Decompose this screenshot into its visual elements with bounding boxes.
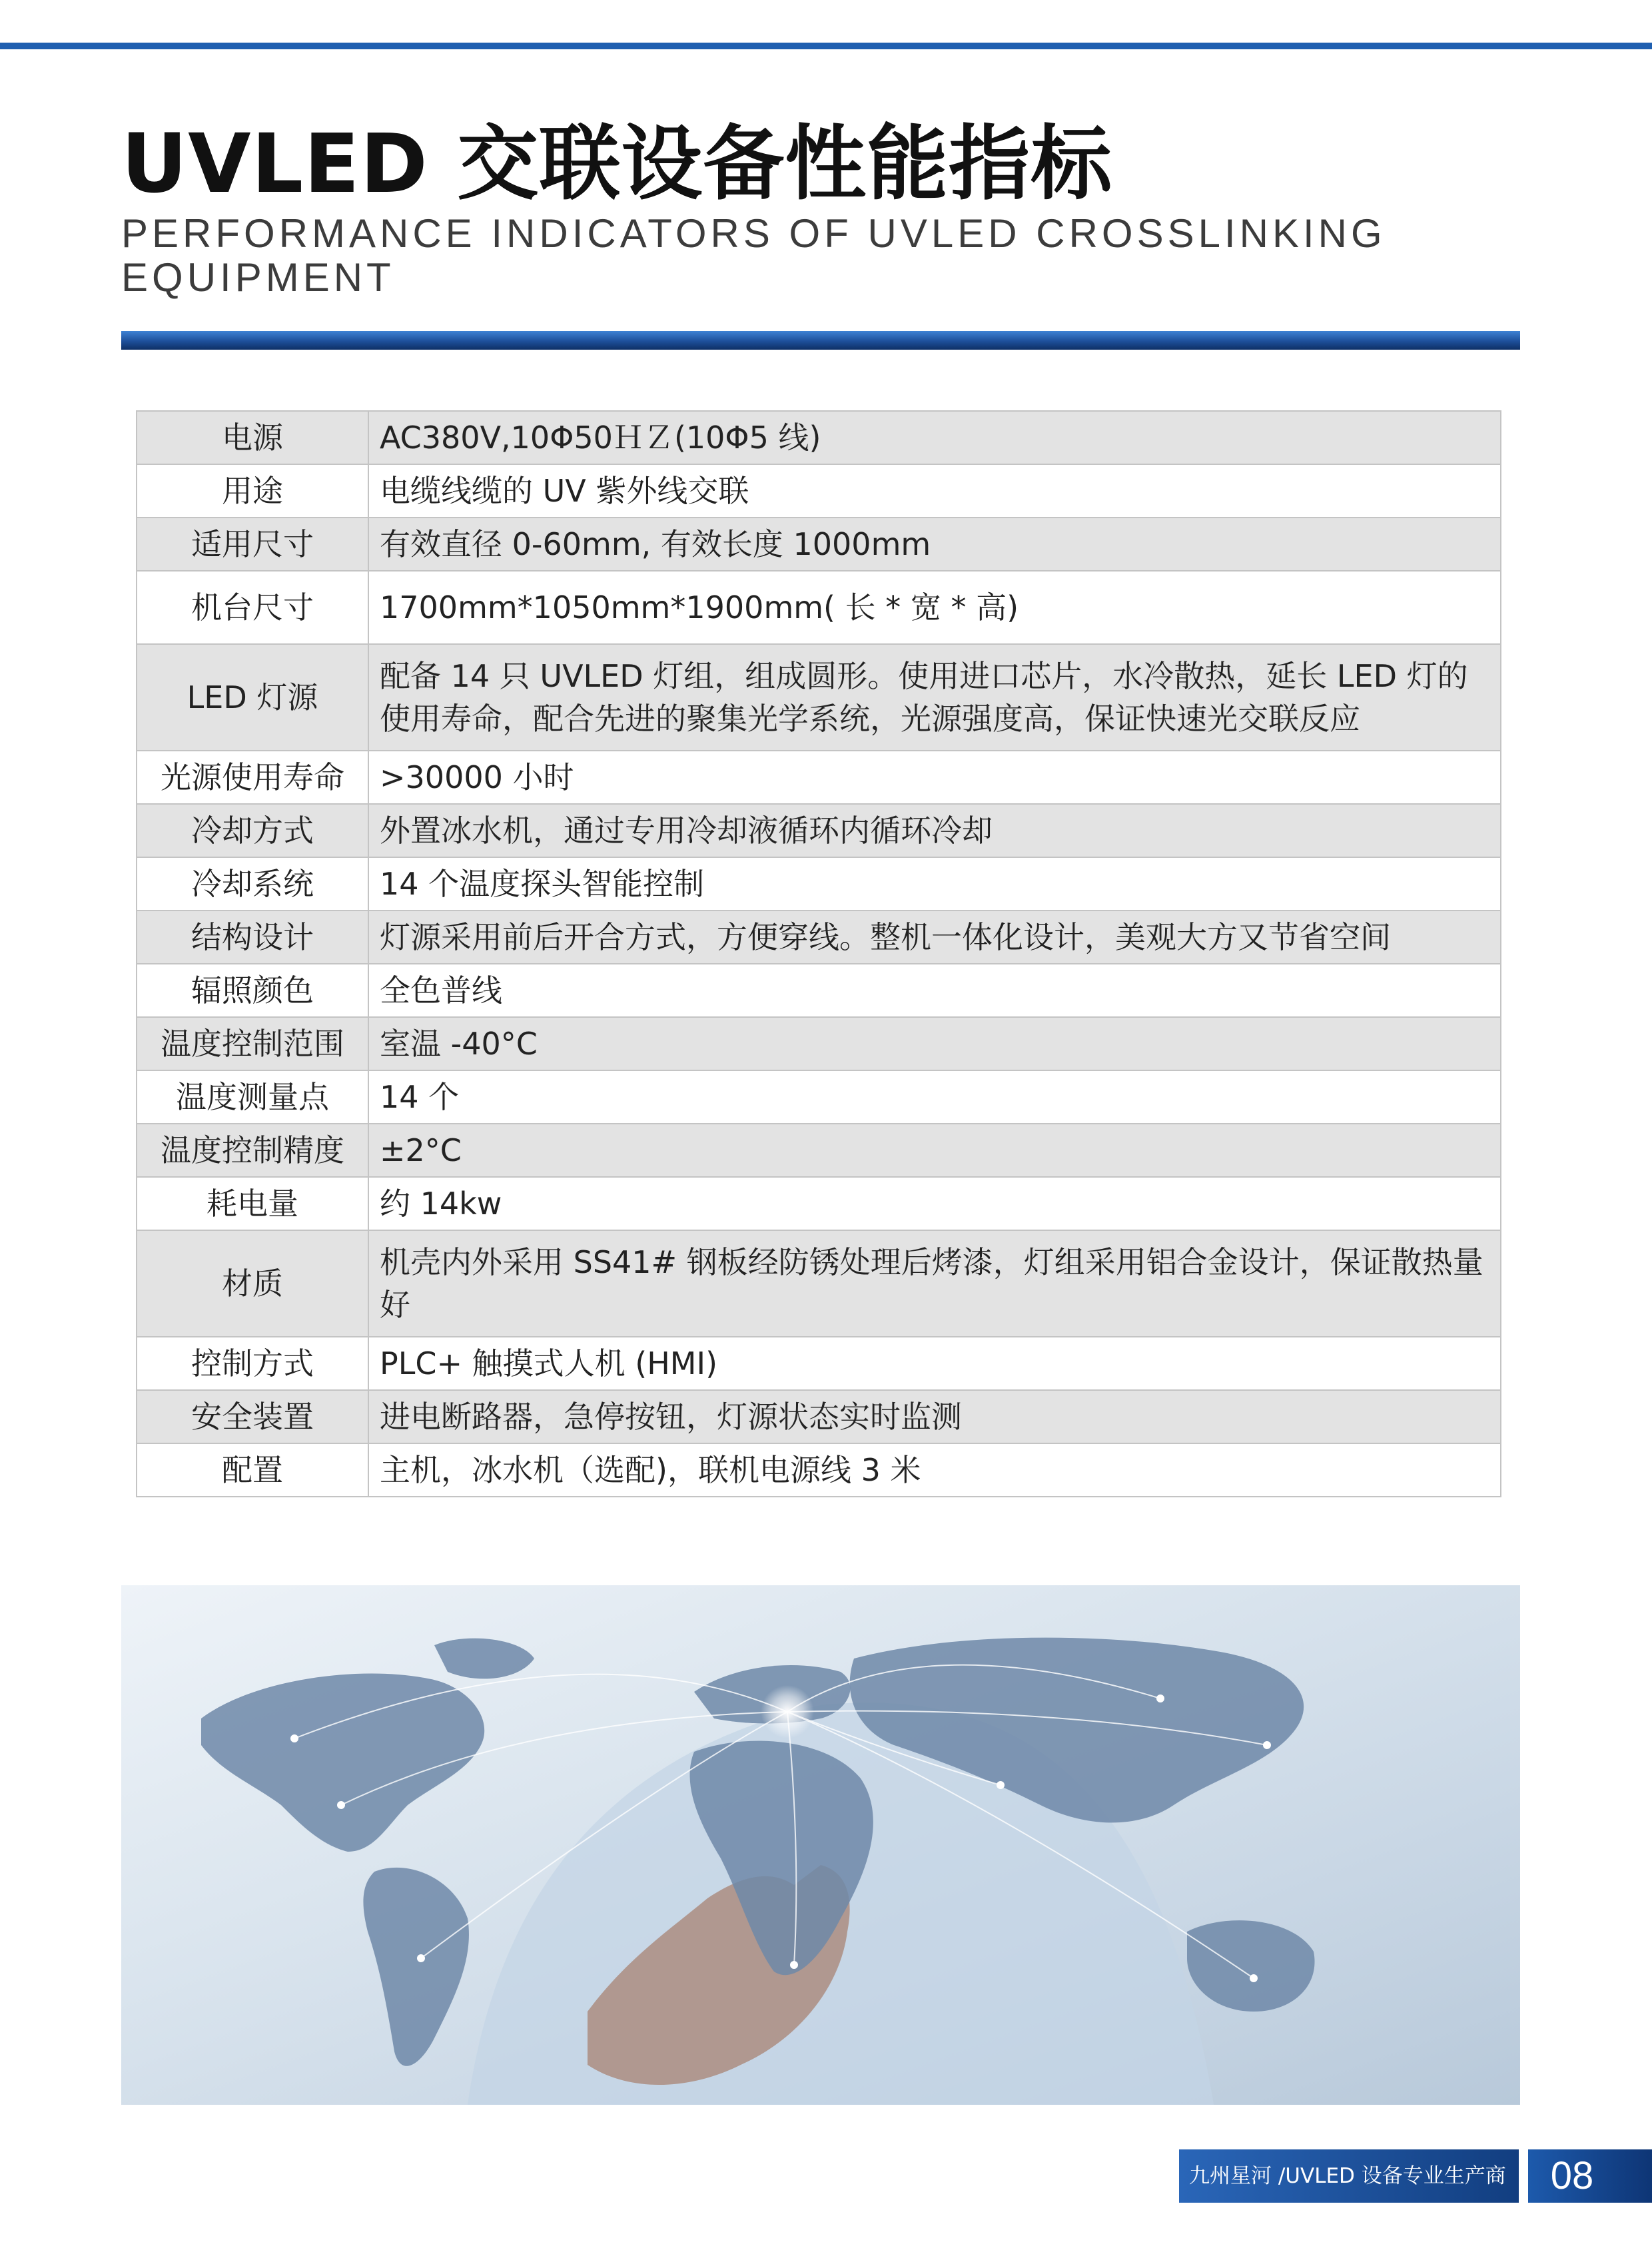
table-row	[137, 411, 1501, 464]
table-row	[137, 1177, 1501, 1230]
page-title: UVLED 交联设备性能指标	[121, 117, 1113, 211]
spec-label: 安全装置	[137, 1390, 368, 1443]
spec-label: 冷却系统	[137, 857, 368, 911]
spec-value: PLC+ 触摸式人机 (HMI)	[368, 1337, 1501, 1390]
spec-label: 温度控制范围	[137, 1017, 368, 1070]
spec-label: 温度测量点	[137, 1070, 368, 1124]
table-row	[137, 804, 1501, 857]
page-number: 08	[1550, 2154, 1594, 2197]
spec-value: 灯源采用前后开合方式，方便穿线。整机一体化设计，美观大方又节省空间	[368, 911, 1501, 964]
spec-label: 机台尺寸	[137, 571, 368, 644]
spec-label: 适用尺寸	[137, 518, 368, 571]
table-row	[137, 1017, 1501, 1070]
spec-label: 温度控制精度	[137, 1124, 368, 1177]
spec-value: 约 14kw	[368, 1177, 1501, 1230]
spec-value: 1700mm*1050mm*1900mm( 长 * 宽 * 高)	[368, 571, 1501, 644]
world-map-network-photo	[121, 1585, 1520, 2105]
north-america	[201, 1674, 484, 1852]
spec-label: 电源	[137, 411, 368, 464]
world-map-illustration	[121, 1585, 1520, 2105]
page-subtitle: PERFORMANCE INDICATORS OF UVLED CROSSLINKING EQUIPMENT	[121, 211, 1386, 300]
australia	[1187, 1920, 1315, 2012]
greenland	[434, 1639, 534, 1679]
table-row	[137, 857, 1501, 911]
title-underline-bar	[121, 331, 1520, 350]
table-row	[137, 644, 1501, 751]
spec-value: ±2°C	[368, 1124, 1501, 1177]
spec-label: 光源使用寿命	[137, 751, 368, 804]
top-rule	[0, 43, 1652, 49]
spec-value: 14 个	[368, 1070, 1501, 1124]
spec-value: 室温 -40°C	[368, 1017, 1501, 1070]
spec-value: 主机，冰水机（选配)，联机电源线 3 米	[368, 1443, 1501, 1497]
spec-label: 材质	[137, 1230, 368, 1337]
spec-value: 电缆线缆的 UV 紫外线交联	[368, 464, 1501, 518]
table-row	[137, 1443, 1501, 1497]
spec-value: 配备 14 只 UVLED 灯组，组成圆形。使用进口芯片，水冷散热，延长 LED 灯的使用寿命，配合先进的聚集光学系统，光源强度高，保证快速光交联反应	[368, 644, 1501, 751]
spec-label: 结构设计	[137, 911, 368, 964]
spec-value: 有效直径 0-60mm, 有效长度 1000mm	[368, 518, 1501, 571]
spec-value: 机壳内外采用 SS41# 钢板经防锈处理后烤漆，灯组采用铝合金设计，保证散热量好	[368, 1230, 1501, 1337]
spec-label: 辐照颜色	[137, 964, 368, 1017]
spec-label: 配置	[137, 1443, 368, 1497]
spec-value: >30000 小时	[368, 751, 1501, 804]
footer-company: 九州星河 /UVLED 设备专业生产商	[1189, 2164, 1506, 2188]
spec-label: 冷却方式	[137, 804, 368, 857]
spec-value: 全色普线	[368, 964, 1501, 1017]
table-row	[137, 1390, 1501, 1443]
table-row	[137, 571, 1501, 644]
table-row	[137, 751, 1501, 804]
table-row	[137, 964, 1501, 1017]
spec-table	[136, 410, 1501, 1497]
highlight-glow	[761, 1685, 814, 1738]
table-row	[137, 1337, 1501, 1390]
spec-label: LED 灯源	[137, 644, 368, 751]
table-row	[137, 911, 1501, 964]
table-row	[137, 464, 1501, 518]
table-row	[137, 1124, 1501, 1177]
table-row	[137, 1070, 1501, 1124]
spec-value: 外置冰水机，通过专用冷却液循环内循环冷却	[368, 804, 1501, 857]
table-row	[137, 1230, 1501, 1337]
south-america	[363, 1868, 469, 2066]
spec-value: AC380V,10Φ50ＨＺ(10Φ5 线)	[368, 411, 1501, 464]
spec-label: 用途	[137, 464, 368, 518]
table-row	[137, 518, 1501, 571]
spec-value: 14 个温度探头智能控制	[368, 857, 1501, 911]
spec-value: 进电断路器，急停按钮，灯源状态实时监测	[368, 1390, 1501, 1443]
spec-label: 控制方式	[137, 1337, 368, 1390]
spec-label: 耗电量	[137, 1177, 368, 1230]
